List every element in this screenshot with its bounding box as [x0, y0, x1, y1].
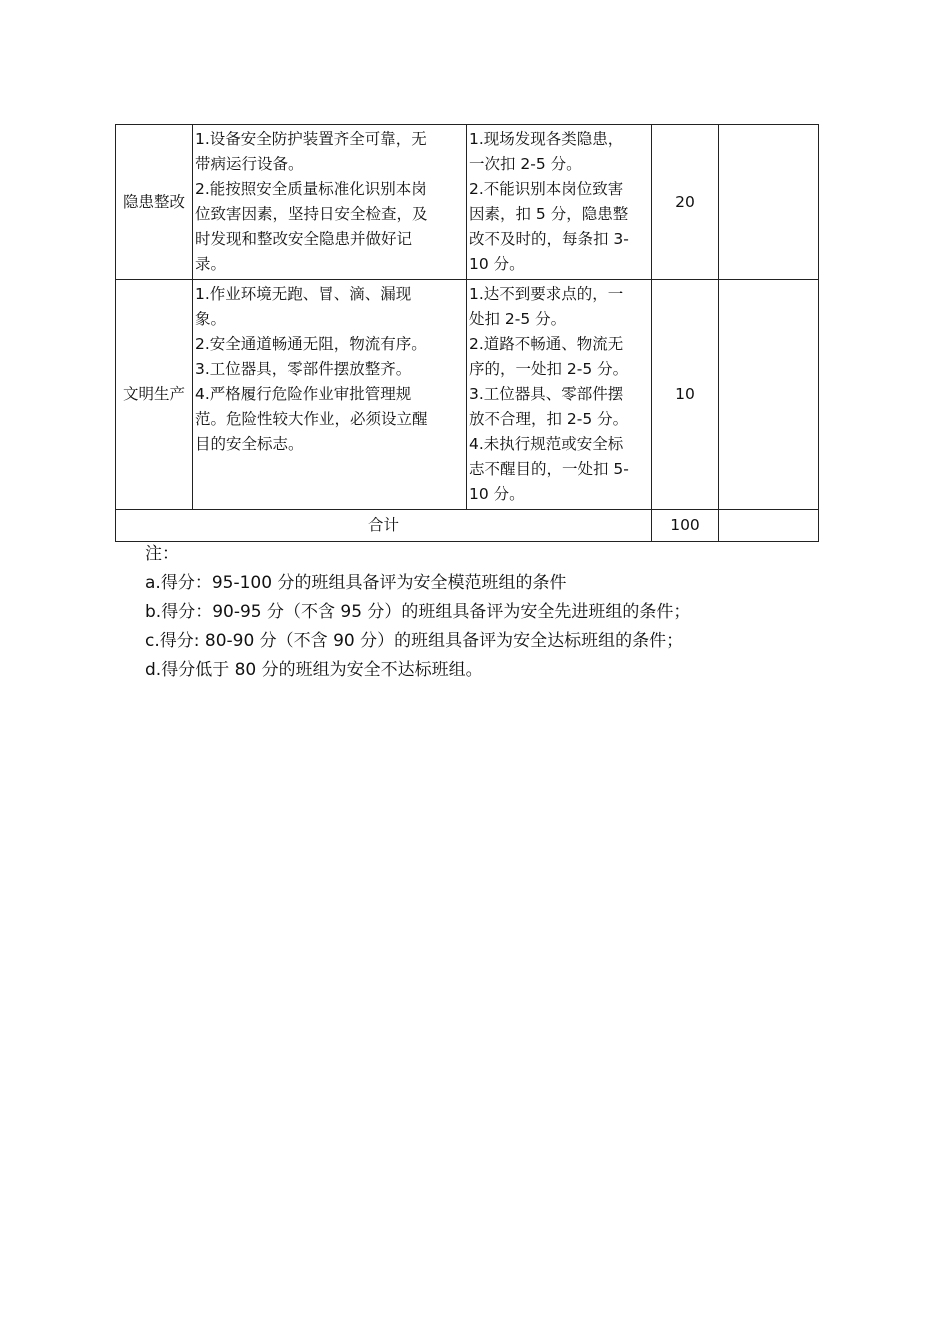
- note-item: b.得分：90-95 分（不含 95 分）的班组具备评为安全先进班组的条件；: [145, 602, 691, 622]
- table-row: [116, 125, 819, 280]
- requirements-cell: 1.作业环境无跑、冒、滴、漏现 象。 2.安全通道畅通无阻，物流有序。 3.工位器具，零部件摆放整齐。 4.严格履行危险作业审批管理规 范。危险性较大作业，必须设立醒 目的安全标志。: [193, 280, 467, 510]
- score-cell: 20: [652, 125, 719, 280]
- total-label: 合计: [116, 510, 652, 542]
- deductions-cell: 1.达不到要求点的，一 处扣 2-5 分。 2.道路不畅通、物流无 序的，一处扣 2-5 分。 3.工位器具、零部件摆 放不合理，扣 2-5 分。 4.未执行规范或安全标 志不醒目的，一处扣 5- 10 分。: [467, 280, 652, 510]
- notes-section: [145, 540, 690, 685]
- total-row: [116, 510, 819, 542]
- actual-score-cell: [719, 280, 819, 510]
- note-item: d.得分低于 80 分的班组为安全不达标班组。: [145, 660, 483, 680]
- category-cell: 隐患整改: [116, 125, 193, 280]
- total-actual-score: [719, 510, 819, 542]
- notes-title: 注：: [145, 544, 179, 564]
- total-score: 100: [652, 510, 719, 542]
- note-item: c.得分: 80-90 分（不含 90 分）的班组具备评为安全达标班组的条件；: [145, 631, 684, 651]
- score-table: [115, 124, 819, 542]
- actual-score-cell: [719, 125, 819, 280]
- category-cell: 文明生产: [116, 280, 193, 510]
- note-item: a.得分：95-100 分的班组具备评为安全模范班组的条件: [145, 573, 567, 593]
- deductions-cell: 1.现场发现各类隐患， 一次扣 2-5 分。 2.不能识别本岗位致害 因素，扣 5 分，隐患整 改不及时的，每条扣 3- 10 分。: [467, 125, 652, 280]
- requirements-cell: 1.设备安全防护装置齐全可靠，无 带病运行设备。 2.能按照安全质量标准化识别本岗 位致害因素，坚持日安全检查，及 时发现和整改安全隐患并做好记 录。: [193, 125, 467, 280]
- table-row: [116, 280, 819, 510]
- score-cell: 10: [652, 280, 719, 510]
